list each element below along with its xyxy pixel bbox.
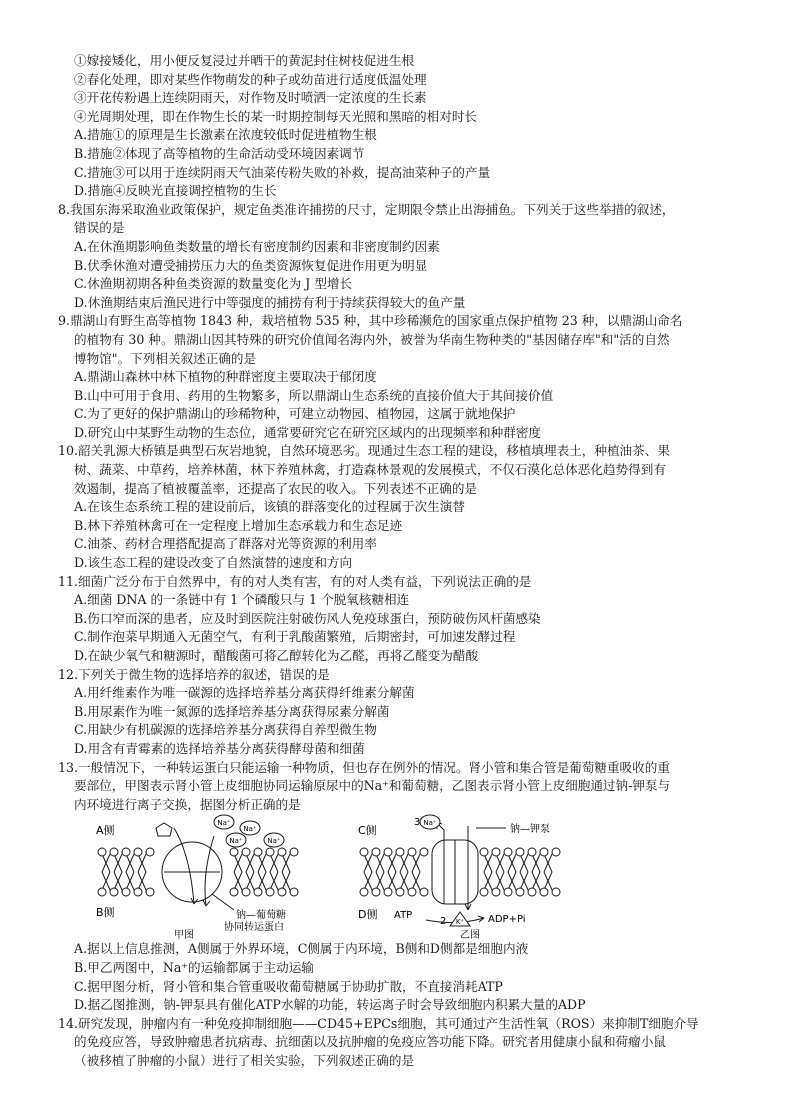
- option-c: C.措施③可以用于连续阴雨天气油菜传粉失败的补救，提高油菜种子的产量: [74, 164, 491, 180]
- premise-list: [58, 52, 758, 126]
- k-count: 2: [440, 916, 447, 928]
- na-count: 3: [414, 817, 421, 829]
- sodium-potassium-pump: [432, 840, 478, 904]
- symporter-protein: [162, 842, 222, 902]
- question-9: [58, 312, 758, 442]
- premise-item: ②春化处理，即对某些作物萌发的种子或幼苗进行适度低温处理: [74, 71, 427, 87]
- premise-item: ③开花传粉遇上连续阴雨天，对作物及时喷洒一定浓度的生长素: [74, 90, 427, 106]
- option-c: C.为了更好的保护鼎湖山的珍稀物种，可建立动物园、植物园，这属于就地保护: [74, 406, 516, 422]
- q7-options: [58, 126, 758, 200]
- figure-yi: [356, 814, 606, 940]
- option-a: A.细菌 DNA 的一条链中有 1 个磷酸只与 1 个脱氧核糖相连: [74, 592, 410, 608]
- question-stem: 9.鼎湖山有野生高等植物 1843 种，栽培植物 535 种，其中珍稀濒危的国家重点保护植物 23 种，以鼎湖山命名: [58, 313, 683, 329]
- option-a: A.在该生态系统工程的建设前后，该镇的群落变化的过程属于次生演替: [74, 499, 465, 515]
- question-11: [58, 573, 758, 666]
- side-b-label: B侧: [96, 906, 115, 920]
- option-a: A.据以上信息推测，A侧属于外界环境，C侧属于内环境，B侧和D侧都是细胞内液: [74, 941, 529, 957]
- question-12: [58, 666, 758, 759]
- na-ions: [214, 815, 284, 847]
- question-stem: 错误的是: [74, 220, 125, 236]
- side-a-label: A侧: [96, 824, 115, 838]
- na-label: Na⁺: [229, 837, 243, 846]
- question-stem: 8.我国东海采取渔业政策保护，规定鱼类准许捕捞的尺寸，定期限令禁止出海捕鱼。下列关于这些举措的叙述，: [58, 201, 675, 217]
- option-d: D.该生态工程的建设改变了自然演替的速度和方向: [74, 555, 353, 571]
- option-d: D.据乙图推测，钠-钾泵具有催化ATP水解的功能，转运离子时会导致细胞内积累大量的ADP: [74, 997, 586, 1013]
- figure-row: [58, 814, 758, 940]
- question-stem: 的植物有 30 种。鼎湖山因其特殊的研究价值闻名海内外，被誉为华南生物种类的"基因储存库"和"活的自然: [74, 331, 670, 347]
- option-a: A.在休渔期影响鱼类数量的增长有密度制约因素和非密度制约因素: [74, 238, 440, 254]
- premise-item: ④光周期处理，即在作物生长的某一时期控制每天光照和黑暗的相对时长: [74, 108, 477, 124]
- na-label: Na⁺: [423, 819, 437, 828]
- option-c: C.休渔期初期各种鱼类资源的数量变化为 J 型增长: [74, 276, 353, 292]
- option-b: B.用尿素作为唯一氮源的选择培养基分离获得尿素分解菌: [74, 703, 390, 719]
- option-d: D.用含有青霉素的选择培养基分离获得酵母菌和细菌: [74, 740, 365, 756]
- question-stem: 博物馆"。下列相关叙述正确的是: [74, 350, 257, 366]
- question-stem: 11.细菌广泛分布于自然界中，有的对人类有害，有的对人类有益，下列说法正确的是: [58, 573, 532, 589]
- atp-label: ATP: [394, 910, 413, 922]
- option-d: D.措施④反映光直接调控植物的生长: [74, 183, 277, 199]
- k-label: K⁺: [455, 918, 465, 927]
- figure-caption: 甲图: [174, 930, 194, 941]
- option-d: D.研究山中某野生动物的生态位，通常要研究它在研究区域内的出现频率和种群密度: [74, 424, 542, 440]
- option-a: A.鼎湖山森林中林下植物的种群密度主要取决于郁闭度: [74, 369, 377, 385]
- na-label: Na⁺: [243, 825, 257, 834]
- option-d: D.在缺少氧气和糖源时，醋酸菌可将乙醇转化为乙醛，再将乙醛变为醋酸: [74, 648, 479, 663]
- question-stem: （被移植了肿瘤的小鼠）进行了相关实验，下列叙述正确的是: [74, 1052, 415, 1068]
- question-14: [58, 1015, 758, 1071]
- question-stem: 12.下列关于微生物的选择培养的叙述，错误的是: [58, 666, 330, 682]
- option-c: C.制作泡菜早期通入无菌空气，有利于乳酸菌繁殖，后期密封，可加速发酵过程: [74, 629, 516, 645]
- question-stem: 10.韶关乳源大桥镇是典型石灰岩地貌，自然环境恶劣。现通过生态工程的建设，移植填埋表土，种植油茶、果: [58, 443, 670, 459]
- option-a: A.用纤维素作为唯一碳源的选择培养基分离获得纤维素分解菌: [74, 685, 415, 701]
- option-b: B.甲乙两图中，Na⁺的运输都属于主动运输: [74, 959, 314, 975]
- premise-item: ①嫁接矮化，用小便反复浸过并晒干的黄泥封住树枝促进生根: [74, 53, 415, 68]
- transporter-label: 钠—葡萄糖: [236, 910, 286, 922]
- na-label: Na⁺: [267, 837, 281, 846]
- question-stem: 要部位，甲图表示肾小管上皮细胞协同运输原尿中的Na⁺和葡萄糖，乙图表示肾小管上皮细胞通过钠-钾泵与: [74, 778, 671, 794]
- question-stem: 的免疫应答，导致肿瘤患者抗病毒、抗细菌以及抗肿瘤的免疫应答功能下降。研究者用健康小鼠和荷瘤小鼠: [74, 1034, 666, 1050]
- option-a: A.措施①的原理是生长激素在浓度较低时促进植物生根: [74, 127, 377, 143]
- question-stem: 13.一般情况下，一种转运蛋白只能运输一种物质，但也存在例外的情况。肾小管和集合管是葡萄糖重吸收的重: [58, 759, 670, 775]
- figure-jia: [94, 814, 354, 940]
- option-c: C.据甲图分析，肾小管和集合管重吸收葡萄糖属于协助扩散，不直接消耗ATP: [74, 978, 503, 994]
- side-d-label: D侧: [358, 908, 378, 922]
- option-c: C.油茶、药材合理搭配提高了群落对光等资源的利用率: [74, 536, 377, 552]
- option-c: C.用缺少有机碳源的选择培养基分离获得自养型微生物: [74, 722, 377, 738]
- option-b: B.措施②体现了高等植物的生命活动受环境因素调节: [74, 145, 365, 161]
- adp-label: ADP+Pi: [488, 914, 526, 926]
- option-d: D.休渔期结束后渔民进行中等强度的捕捞有利于持续获得较大的鱼产量: [74, 294, 466, 310]
- question-8: [58, 201, 758, 313]
- question-stem: 内环境进行离子交换，据图分析正确的是: [74, 796, 301, 812]
- pump-label: 钠—钾泵: [510, 824, 550, 836]
- question-stem: 树、蔬菜、中草药，培养林菌，林下养殖林禽，打造森林景观的发展模式，不仅石漠化总体恶化趋势得到有: [74, 462, 666, 478]
- question-10: [58, 442, 758, 572]
- glucose-icon: [156, 823, 172, 836]
- option-b: B.山中可用于食用、药用的生物繁多，所以鼎湖山生态系统的直接价值大于其间接价值: [74, 387, 554, 403]
- option-b: B.林下养殖林禽可在一定程度上增加生态承载力和生态足迹: [74, 517, 403, 533]
- option-b: B.伏季休渔对遭受捕捞压力大的鱼类资源恢复促进作用更为明显: [74, 257, 428, 273]
- question-stem: 效遏制，提高了植被覆盖率，还提高了农民的收入。下列表述不正确的是: [74, 480, 477, 496]
- exam-page: [58, 52, 758, 1071]
- transporter-label: 协同转运蛋白: [224, 922, 284, 934]
- membrane-bilayer: [364, 854, 552, 890]
- figure-caption: 乙图: [460, 930, 480, 941]
- question-stem: 14.研究发现，肿瘤内有一种免疫抑制细胞——CD45+EPCs细胞，其可通过产生活性氧（ROS）来抑制T细胞介导: [58, 1015, 699, 1031]
- side-c-label: C侧: [358, 824, 377, 838]
- question-13: [58, 759, 758, 1015]
- na-label: Na⁺: [217, 819, 231, 828]
- option-b: B.伤口窄而深的患者，应及时到医院注射破伤风人免疫球蛋白，预防破伤风杆菌感染: [74, 610, 541, 626]
